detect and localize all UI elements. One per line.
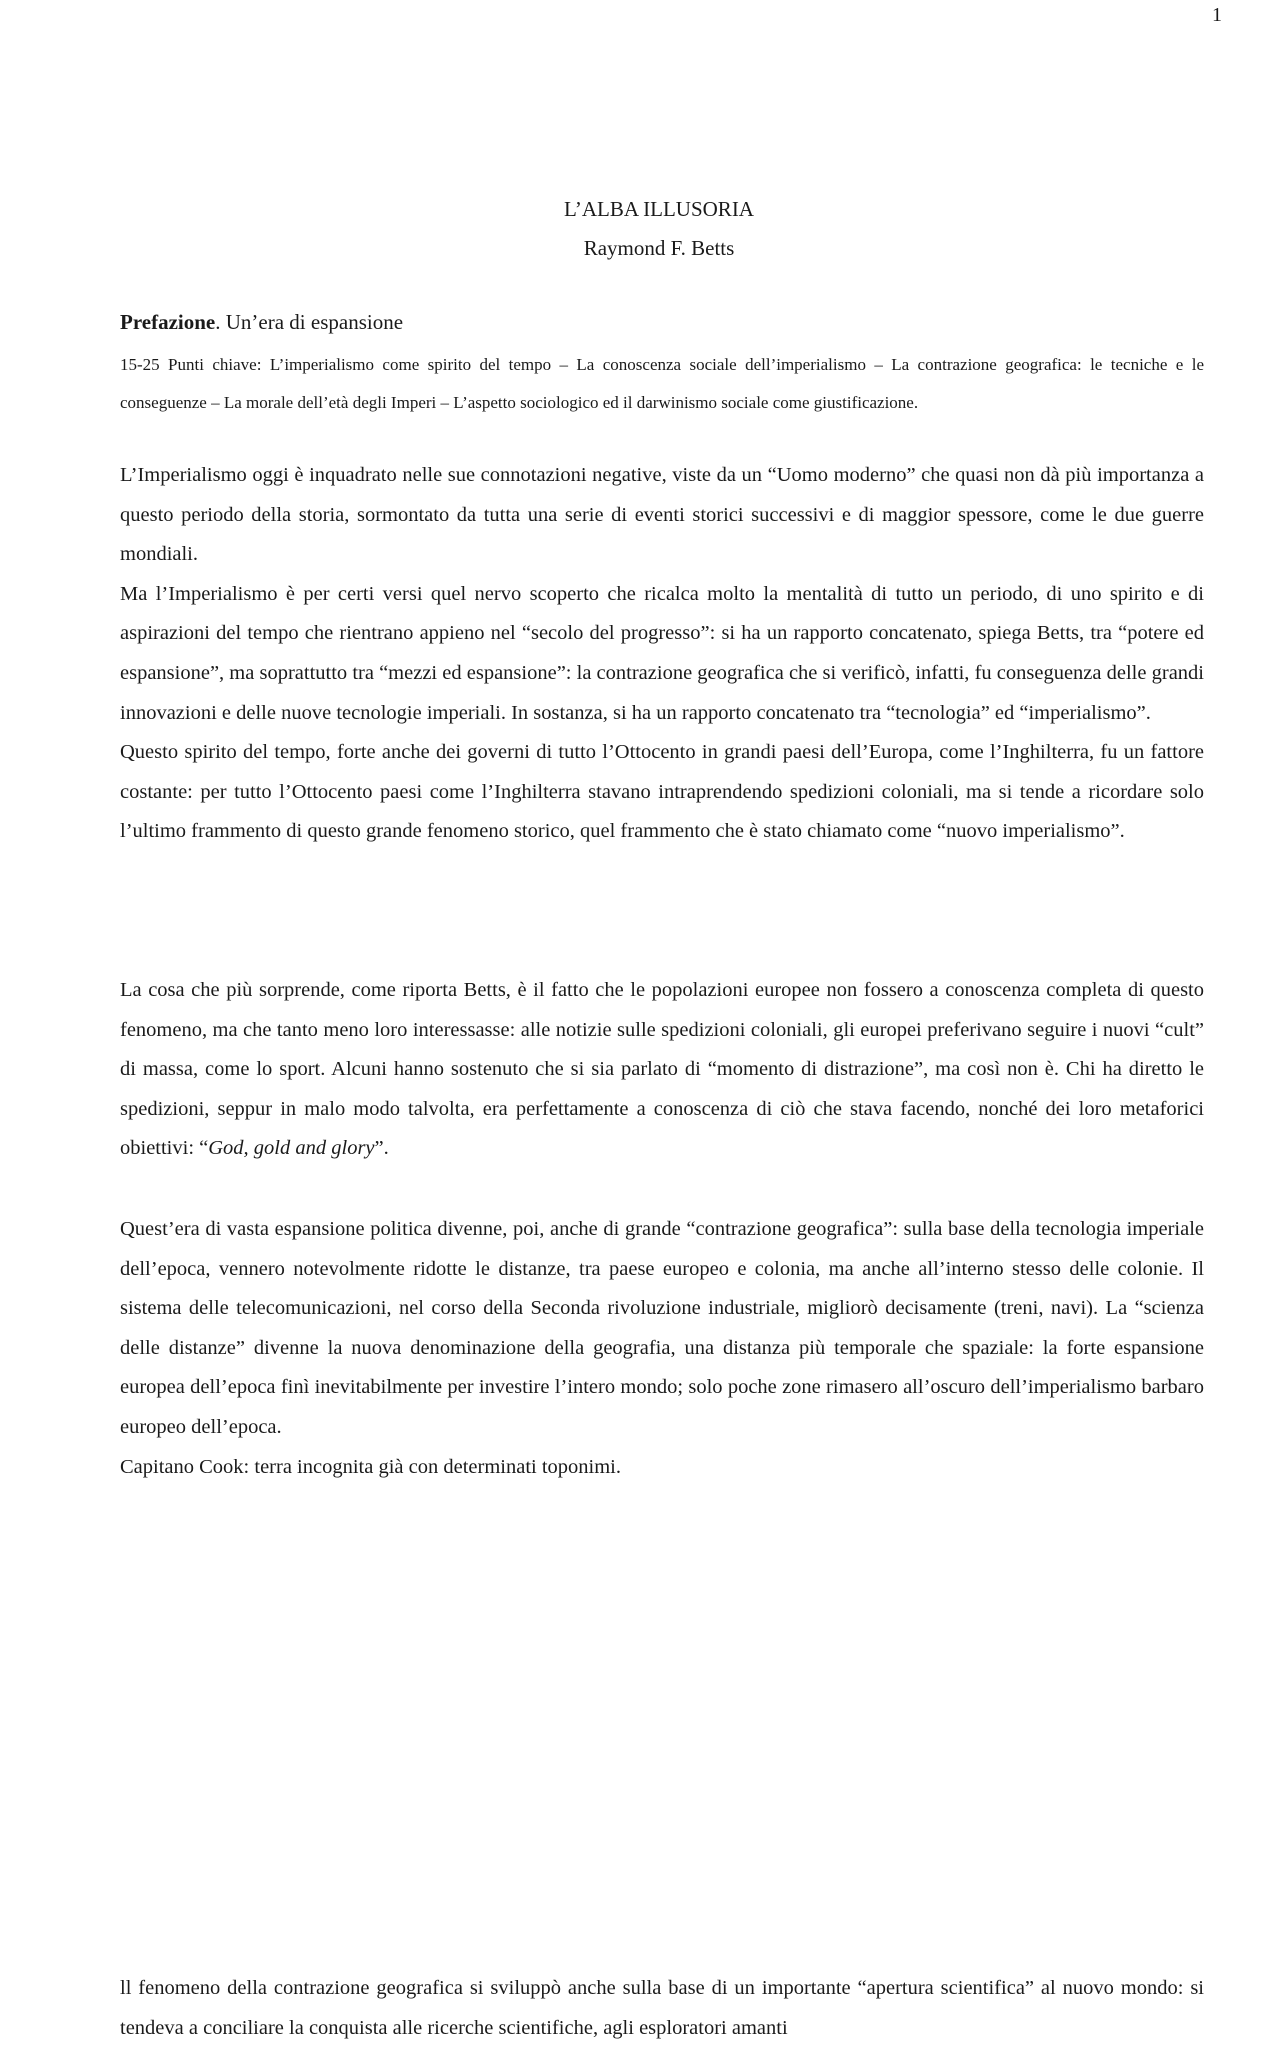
paragraph-line: Questo spirito del tempo, forte anche dei governi di tutto l’Ottocento in grandi paesi dell’Europa, come l’Inghilterra, fu un fattore costante: per tutto l’Ottocento paesi come l’Inghilterra stavano intraprendendo spedizioni coloniali, ma si tende a ricordare solo l’ultimo frammento di questo grande fenomeno storico, quel frammento che è stato chiamato come “nuovo imperialismo”.: [120, 741, 1204, 843]
preface-label: Prefazione: [120, 310, 216, 334]
title-block: [0, 190, 1280, 268]
paragraph-imperialism-intro: [120, 456, 1204, 852]
author-name: Raymond F. Betts: [583, 236, 735, 260]
paragraph-line: Ma l’Imperialismo è per certi versi quel nervo scoperto che ricalca molto la mentalità di tutto un periodo, di uno spirito e di aspirazioni del tempo che rientrano appieno nel “secolo del progresso”: si ha un rapporto concatenato, spiega Betts, tra “potere ed espansione”, ma soprattutto tra “mezzi ed espansione”: la contrazione geografica che si verificò, infatti, fu conseguenza delle grandi innovazioni e delle nuove tecnologie imperiali. In sostanza, si ha un rapporto concatenato tra “tecnologia” ed “imperialismo”.: [120, 582, 1204, 724]
paragraph-text: La cosa che più sorprende, come riporta Betts, è il fatto che le popolazioni europee non fossero a conoscenza completa di questo fenomeno, ma che tanto meno loro interessasse: alle notizie sulle spedizioni coloniali, gli europei preferivano seguire i nuovi “cult” di massa, come lo sport. Alcuni hanno sostenuto che si sia parlato di “momento di distrazione”, ma così non è. Chi ha diretto le spedizioni, seppur in malo modo talvolta, era perfettamente a conoscenza di ciò che stava facendo, nonché dei loro metaforici obiettivi: “: [120, 979, 1204, 1160]
paragraph-line: L’Imperialismo oggi è inquadrato nelle sue connotazioni negative, viste da un “Uomo moderno” che quasi non dà più importanza a questo periodo della storia, sormontato da tutta una serie di eventi storici successivi e di maggior spessore, come le due guerre mondiali.: [120, 464, 1204, 566]
paragraph-geographic-contraction: [120, 1210, 1204, 1487]
paragraph-scientific-opening: ll fenomeno della contrazione geografica si sviluppò anche sulla base di un importante “apertura scientifica” al nuovo mondo: si tendeva a conciliare la conquista alle ricerche scientifiche, agli esploratori amanti: [120, 1977, 1204, 2039]
book-title: L’ALBA ILLUSORIA: [564, 197, 754, 221]
paragraph-text-end: ”.: [374, 1137, 389, 1160]
key-points: 15-25 Punti chiave: L’imperialismo come spirito del tempo – La conoscenza sociale dell’imperialismo – La contrazione geografica: le tecniche e le conseguenze – La morale dell’età degli Imperi – L’aspetto sociologico ed il darwinismo sociale come giustificazione.: [120, 355, 1204, 412]
emphasis-quote: God, gold and glory: [208, 1137, 375, 1160]
paragraph-public-awareness: [120, 971, 1204, 1169]
preface-heading: [120, 310, 403, 335]
page-number: 1: [1212, 4, 1222, 26]
paragraph-text: Quest’era di vasta espansione politica divenne, poi, anche di grande “contrazione geografica”: sulla base della tecnologia imperiale dell’epoca, vennero notevolmente ridotte le distanze, tra paese europeo e colonia, ma anche all’interno stesso delle colonie. Il sistema delle telecomunicazioni, nel corso della Seconda rivoluzione industriale, migliorò decisamente (treni, navi). La “scienza delle distanze” divenne la nuova denominazione della geografia, una distanza più temporale che spaziale: la forte espansione europea dell’epoca finì inevitabilmente per investire l’intero mondo; solo poche zone rimasero all’oscuro dell’imperialismo barbaro europeo dell’epoca.: [120, 1218, 1204, 1438]
paragraph-line: Capitano Cook: terra incognita già con determinati toponimi.: [120, 1455, 621, 1478]
preface-subtitle: . Un’era di espansione: [215, 310, 404, 334]
